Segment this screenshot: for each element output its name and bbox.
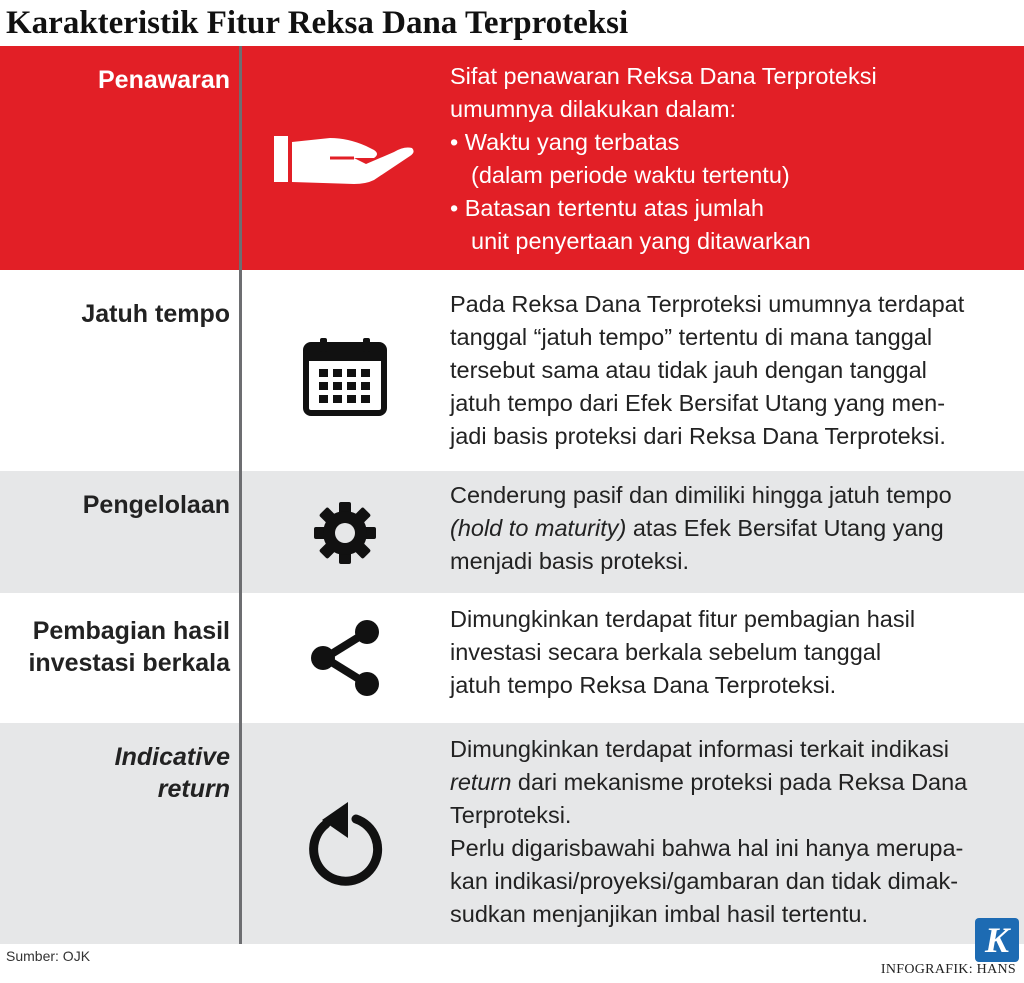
desc-line: Perlu digarisbawahi bahwa hal ini hanya merupa- — [450, 835, 964, 861]
row-jatuh-tempo — [0, 270, 1024, 471]
desc-line: tersebut sama atau tidak jauh dengan tanggal — [450, 357, 927, 383]
desc-line-text: atas Efek Bersifat Utang yang — [632, 515, 944, 541]
refresh-icon — [270, 795, 420, 895]
row-label-text: Penawaran — [97, 66, 230, 94]
feature-table — [0, 46, 1024, 944]
column-divider — [239, 46, 242, 944]
desc-line: Cenderung pasif dan dimiliki hingga jatuh tempo — [450, 482, 952, 508]
row-pembagian-hasil — [0, 593, 1024, 723]
desc-line: Pada Reksa Dana Terproteksi umumnya terdapat — [450, 291, 965, 317]
desc-line: umumnya dilakukan dalam: — [450, 96, 737, 122]
desc-bullet: • Batasan tertentu atas jumlah — [450, 195, 764, 221]
desc-line — [450, 512, 1020, 545]
hand-offer-icon — [270, 108, 420, 208]
desc-line: Sifat penawaran Reksa Dana Terproteksi — [450, 63, 877, 89]
row-description — [450, 288, 1020, 453]
row-label — [2, 64, 230, 96]
infographic-credit: INFOGRAFIK: HANS — [880, 962, 1016, 977]
desc-line: menjadi basis proteksi. — [450, 548, 690, 574]
row-pengelolaan — [0, 471, 1024, 593]
gear-icon — [270, 497, 420, 569]
desc-line: jatuh tempo dari Efek Bersifat Utang yang men- — [450, 390, 946, 416]
row-label — [2, 298, 230, 330]
row-description — [450, 603, 1020, 702]
row-penawaran — [0, 46, 1024, 270]
desc-line-text: dari mekanisme proteksi pada Reksa Dana — [517, 769, 968, 795]
desc-line: unit penyertaan yang ditawarkan — [471, 228, 811, 254]
italic-term: (hold to maturity) — [450, 515, 627, 541]
desc-line: jatuh tempo Reksa Dana Terproteksi. — [450, 672, 837, 698]
desc-line: jadi basis proteksi dari Reksa Dana Terproteksi. — [450, 423, 946, 449]
desc-line: Dimungkinkan terdapat fitur pembagian hasil — [450, 606, 916, 632]
row-label — [2, 615, 230, 679]
row-label — [2, 741, 230, 805]
kontan-logo: K — [975, 918, 1019, 962]
desc-line: investasi secara berkala sebelum tanggal — [450, 639, 882, 665]
desc-line: tanggal “jatuh tempo” tertentu di mana tanggal — [450, 324, 933, 350]
row-label-text: Jatuh tempo — [81, 300, 230, 328]
desc-bullet: • Waktu yang terbatas — [450, 129, 680, 155]
desc-line: Terproteksi. — [450, 802, 572, 828]
desc-line: Dimungkinkan terdapat informasi terkait indikasi — [450, 736, 949, 762]
desc-line: kan indikasi/proyeksi/gambaran dan tidak dimak- — [450, 868, 959, 894]
desc-line — [450, 766, 1020, 799]
italic-term: return — [450, 769, 512, 795]
row-description — [450, 479, 1020, 578]
row-label-text: Pengelolaan — [82, 491, 230, 519]
row-label — [2, 489, 230, 521]
row-label-text: Indicative — [114, 743, 230, 771]
calendar-icon — [270, 334, 420, 420]
row-description — [450, 733, 1020, 931]
row-label-text: investasi berkala — [28, 649, 230, 677]
page-title: Karakteristik Fitur Reksa Dana Terproteksi — [6, 5, 629, 41]
share-icon — [270, 615, 420, 701]
row-indicative-return — [0, 723, 1024, 944]
desc-line: sudkan menjanjikan imbal hasil tertentu. — [450, 901, 869, 927]
source-note: Sumber: OJK — [6, 948, 91, 964]
row-label-text: Pembagian hasil — [32, 617, 230, 645]
row-description — [450, 60, 1020, 258]
desc-line: (dalam periode waktu tertentu) — [471, 162, 790, 188]
row-label-text: return — [157, 775, 230, 803]
